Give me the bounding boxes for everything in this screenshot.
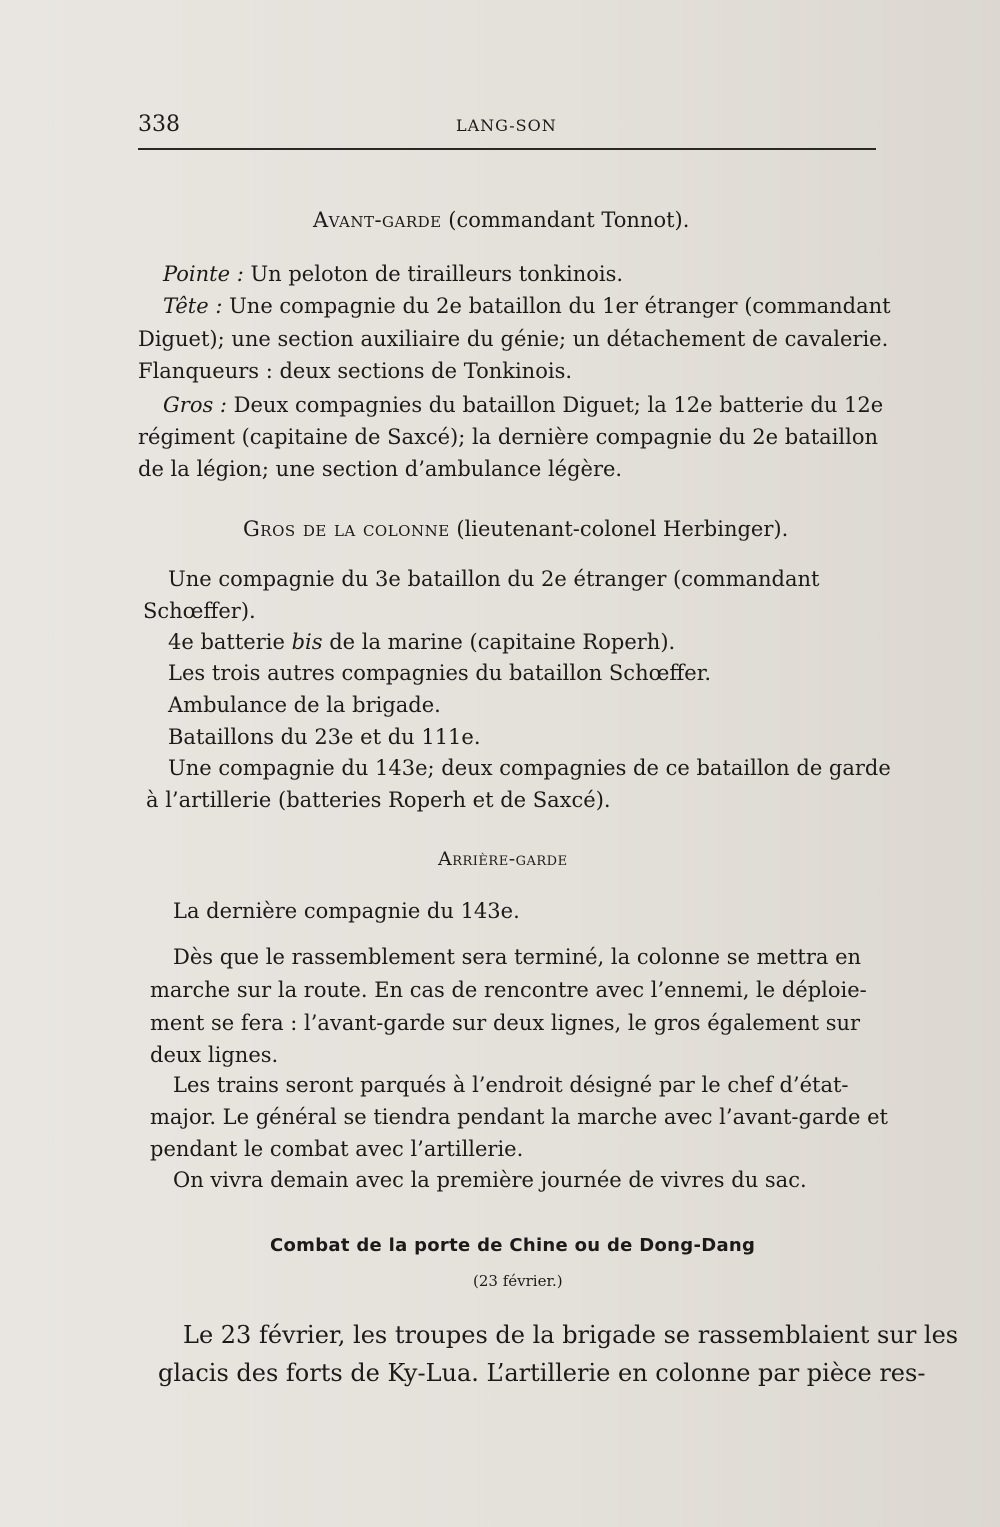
tete-text-1: Une compagnie du 2e bataillon du 1er étranger (commandant — [222, 294, 891, 318]
tete-label: Tête : — [163, 294, 223, 318]
combat-line-1: Le 23 février, les troupes de la brigade se rassemblaient sur les — [183, 1321, 959, 1349]
gros-colonne-title: Gros de la colonne — [243, 517, 450, 541]
body-line-4: deux lignes. — [150, 1043, 279, 1067]
header-rule — [138, 148, 876, 150]
combat-title: Combat de la porte de Chine ou de Dong-Dang — [270, 1235, 756, 1256]
gros-colonne-heading — [243, 516, 788, 542]
colonne-line-7: Une compagnie du 143e; deux compagnies de ce bataillon de garde — [168, 756, 891, 780]
gros-colonne-commander: (lieutenant-colonel Herbinger). — [449, 517, 789, 541]
body-line-7: pendant le combat avec l’artillerie. — [150, 1137, 524, 1161]
pointe-label: Pointe : — [163, 262, 244, 286]
colonne-line-2: Schœffer). — [143, 599, 256, 623]
arriere-garde-text: La dernière compagnie du 143e. — [173, 899, 520, 923]
colonne-line-8: à l’artillerie (batteries Roperh et de Saxcé). — [146, 788, 611, 812]
page-header — [138, 112, 878, 142]
bis-word: bis — [291, 630, 323, 654]
running-head: LANG-SON — [456, 116, 557, 135]
body-line-3: ment se fera : l’avant-garde sur deux lignes, le gros également sur — [150, 1011, 861, 1035]
pointe-text: Un peloton de tirailleurs tonkinois. — [243, 262, 624, 286]
avant-garde-commander: (commandant Tonnot). — [441, 208, 690, 232]
arriere-garde-heading — [438, 846, 568, 872]
body-line-1: Dès que le rassemblement sera terminé, la colonne se mettra en — [173, 945, 862, 969]
gros-label: Gros : — [163, 393, 227, 417]
colonne-line-5: Ambulance de la brigade. — [168, 693, 441, 717]
tete-line-2: Diguet); une section auxiliaire du génie; un détachement de cavalerie. — [138, 327, 889, 351]
body-line-5: Les trains seront parqués à l’endroit désigné par le chef d’état- — [173, 1073, 849, 1097]
colonne-line-4: Les trois autres compagnies du bataillon Schœffer. — [168, 661, 712, 685]
arriere-garde-title: Arrière-garde — [438, 848, 568, 870]
gros-line-3: de la légion; une section d’ambulance légère. — [138, 457, 623, 481]
body-line-6: major. Le général se tiendra pendant la marche avec l’avant-garde et — [150, 1105, 888, 1129]
body-line-8: On vivra demain avec la première journée de vivres du sac. — [173, 1168, 807, 1192]
batterie-rest: de la marine (capitaine Roperh). — [322, 630, 676, 654]
gros-line-1 — [163, 392, 883, 418]
avant-garde-heading — [313, 207, 689, 233]
body-line-2: marche sur la route. En cas de rencontre avec l’ennemi, le déploie- — [150, 978, 867, 1002]
colonne-line-1: Une compagnie du 3e bataillon du 2e étranger (commandant — [168, 567, 820, 591]
tete-line-1 — [163, 293, 891, 319]
combat-line-2: glacis des forts de Ky-Lua. L’artillerie en colonne par pièce res- — [158, 1359, 926, 1387]
batterie-text: 4e batterie — [168, 630, 285, 654]
pointe-line — [163, 261, 623, 287]
colonne-line-3 — [168, 629, 675, 655]
gros-text-1: Deux compagnies du bataillon Diguet; la 12e batterie du 12e — [226, 393, 884, 417]
flanqueurs-line: Flanqueurs : deux sections de Tonkinois. — [138, 359, 573, 383]
gros-line-2: régiment (capitaine de Saxcé); la dernière compagnie du 2e bataillon — [138, 425, 879, 449]
combat-date: (23 février.) — [473, 1272, 563, 1290]
avant-garde-title: Avant-garde — [313, 208, 442, 232]
colonne-line-6: Bataillons du 23e et du 111e. — [168, 725, 481, 749]
page-number: 338 — [138, 112, 180, 137]
